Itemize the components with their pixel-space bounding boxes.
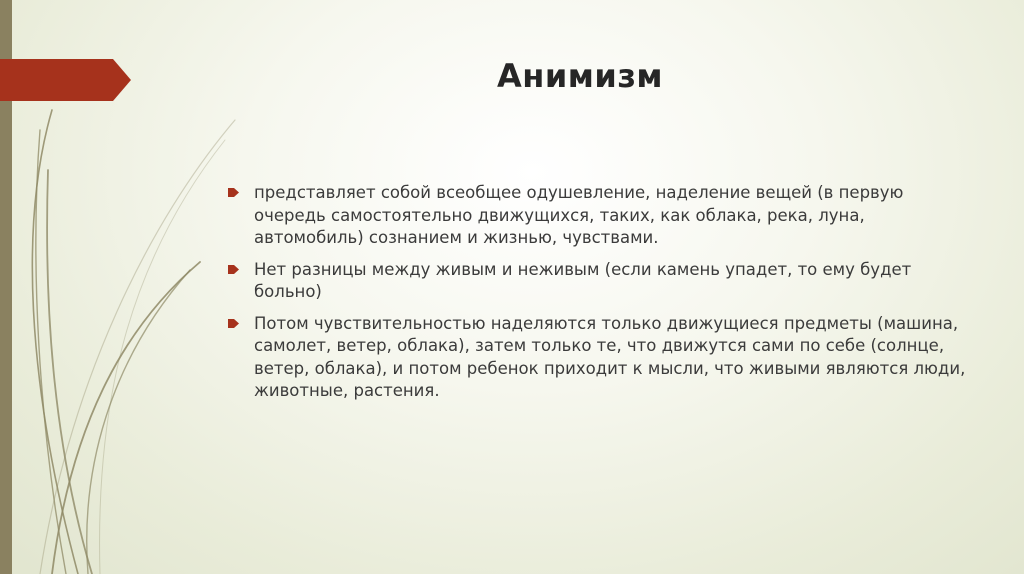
bullet-item xyxy=(226,313,966,403)
bullet-item xyxy=(226,182,966,250)
bullet-text: представляет собой всеобщее одушевление, наделение вещей (в первую очередь самостоятельно движущихся, таких, как облака, река, луна, автомобиль) сознанием и жизнью, чувствами. xyxy=(254,183,904,247)
bullet-list xyxy=(226,182,966,412)
arrow-bullet-icon xyxy=(228,318,239,329)
arrow-bullet-icon xyxy=(228,187,239,198)
bullet-text: Нет разницы между живым и неживым (если камень упадет, то ему будет больно) xyxy=(254,259,912,301)
arrow-bullet-icon xyxy=(228,264,239,275)
arrow-flag-icon xyxy=(0,59,131,101)
bullet-text: Потом чувствительностью наделяются только движущиеся предметы (машина, самолет, ветер, облака), затем только те, что движутся сами по себе (солнце, ветер, облака), и потом ребенок приходит к мысли, что живыми являются люди, животные, растения. xyxy=(254,313,966,400)
slide-title: Анимизм xyxy=(496,57,664,95)
bullet-item xyxy=(226,259,966,304)
